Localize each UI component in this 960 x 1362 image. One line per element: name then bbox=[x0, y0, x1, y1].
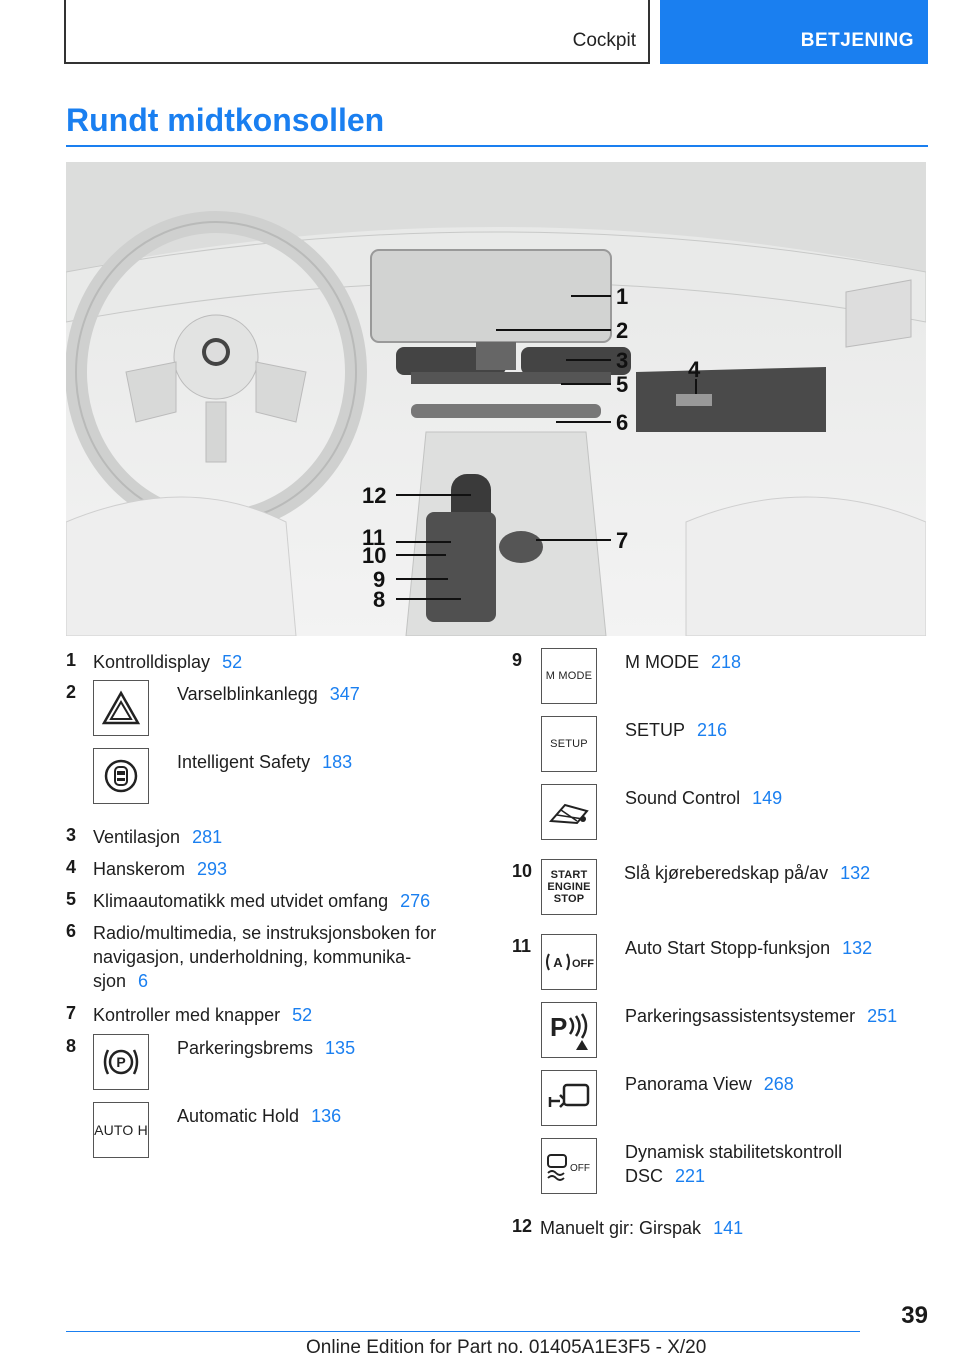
page-number: 39 bbox=[901, 1302, 928, 1329]
footer-divider bbox=[66, 1331, 860, 1332]
legend-item-radio-multimedia bbox=[93, 921, 436, 993]
item-label: Varselblinkanlegg bbox=[177, 684, 318, 704]
page-ref-link[interactable]: 347 bbox=[329, 684, 360, 704]
page-ref-link[interactable]: 6 bbox=[138, 971, 149, 991]
callout-10: 10 bbox=[362, 543, 387, 568]
item-label: Slå kjøreberedskap på/av bbox=[624, 863, 829, 883]
page-ref-link[interactable]: 268 bbox=[763, 1074, 794, 1094]
dsc-off-text: OFF bbox=[570, 1163, 590, 1174]
item-label: Kontroller med knapper bbox=[93, 1005, 281, 1025]
header-chapter-tab bbox=[660, 0, 928, 64]
parking-assistant-icon bbox=[541, 1002, 597, 1058]
page-ref-link[interactable]: 149 bbox=[752, 788, 783, 808]
page-ref-link[interactable]: 136 bbox=[311, 1106, 342, 1126]
dsc-off-icon bbox=[541, 1138, 597, 1194]
m-mode-icon-text: M MODE bbox=[545, 670, 593, 682]
item-label: SETUP bbox=[625, 720, 686, 740]
item-label: Sound Control bbox=[625, 788, 741, 808]
page-title: Rundt midtkonsollen bbox=[66, 102, 385, 138]
item-label: Parkeringsassistentsystemer bbox=[625, 1006, 856, 1026]
setup-icon bbox=[541, 716, 597, 772]
sound-control-icon bbox=[541, 784, 597, 840]
item-label-line-3: sjon bbox=[93, 971, 127, 991]
legend-item-kontrolldisplay bbox=[93, 650, 242, 674]
item-label: Parkeringsbrems bbox=[177, 1038, 314, 1058]
auto-start-stop-off-text: OFF bbox=[572, 958, 594, 970]
cockpit-illustration bbox=[66, 162, 926, 636]
hazard-warning-icon bbox=[93, 680, 149, 736]
item-label: Kontrolldisplay bbox=[93, 652, 211, 672]
legend-item-start-stop bbox=[624, 861, 870, 885]
item-label-line-2: navigasjon, underholdning, kommunika- bbox=[93, 947, 412, 967]
callout-8: 8 bbox=[373, 587, 386, 612]
item-number: 8 bbox=[66, 1036, 77, 1056]
page-ref-link[interactable]: 251 bbox=[867, 1006, 898, 1026]
page-ref-link[interactable]: 141 bbox=[713, 1218, 744, 1238]
legend-item-sound-control bbox=[625, 786, 782, 810]
callout-3: 3 bbox=[616, 348, 629, 373]
item-label: Panorama View bbox=[625, 1074, 752, 1094]
item-number: 7 bbox=[66, 1003, 77, 1023]
header-chapter-label: BETJENING bbox=[800, 30, 914, 51]
legend-item-panorama-view bbox=[625, 1072, 794, 1096]
page-ref-link[interactable]: 132 bbox=[842, 938, 873, 958]
setup-icon-text: SETUP bbox=[550, 738, 588, 750]
legend-item-varselblinkanlegg bbox=[177, 682, 360, 706]
item-number: 10 bbox=[512, 861, 533, 881]
page-ref-link[interactable]: 216 bbox=[697, 720, 728, 740]
legend-item-setup bbox=[625, 718, 727, 742]
item-label: Intelligent Safety bbox=[177, 752, 311, 772]
item-number: 5 bbox=[66, 889, 77, 909]
item-number: 12 bbox=[512, 1216, 533, 1236]
legend-item-hanskerom bbox=[93, 857, 227, 881]
footer-edition-text: Online Edition for Part no. 01405A1E3F5 - X/20 bbox=[306, 1337, 707, 1358]
page-ref-link[interactable]: 52 bbox=[222, 652, 243, 672]
m-mode-icon bbox=[541, 648, 597, 704]
header-section-label: Cockpit bbox=[572, 30, 636, 51]
page-ref-link[interactable]: 52 bbox=[292, 1005, 313, 1025]
item-label: Auto Start Stopp-funksjon bbox=[625, 938, 831, 958]
auto-hold-icon bbox=[93, 1102, 149, 1158]
page-ref-link[interactable]: 218 bbox=[711, 652, 742, 672]
auto-start-stop-off-icon bbox=[541, 934, 597, 990]
item-number: 2 bbox=[66, 682, 77, 702]
callout-7: 7 bbox=[616, 528, 629, 553]
page-ref-link[interactable]: 183 bbox=[322, 752, 353, 772]
parking-brake-icon bbox=[93, 1034, 149, 1090]
legend-item-kontroller bbox=[93, 1003, 312, 1027]
legend-item-parkeringsbrems bbox=[177, 1036, 355, 1060]
legend-item-parking-assistant bbox=[625, 1004, 897, 1028]
auto-hold-icon-text: AUTO H bbox=[94, 1122, 148, 1138]
item-label: Klimaautomatikk med utvidet omfang bbox=[93, 891, 389, 911]
cockpit-drawing bbox=[66, 162, 926, 636]
item-label: Automatic Hold bbox=[177, 1106, 300, 1126]
callout-11: 11 bbox=[362, 525, 386, 550]
title-divider bbox=[66, 145, 928, 147]
item-number: 4 bbox=[66, 857, 77, 877]
svg-text:A: A bbox=[553, 955, 563, 970]
start-stop-button-icon bbox=[541, 859, 597, 915]
intelligent-safety-icon bbox=[93, 748, 149, 804]
item-label: Hanskerom bbox=[93, 859, 186, 879]
legend-item-automatic-hold bbox=[177, 1104, 341, 1128]
item-number: 9 bbox=[512, 650, 523, 670]
svg-text:P: P bbox=[116, 1054, 126, 1070]
page-ref-link[interactable]: 221 bbox=[675, 1166, 706, 1186]
legend-item-m-mode bbox=[625, 650, 741, 674]
callout-6: 6 bbox=[616, 410, 629, 435]
start-stop-icon-text: START ENGINE STOP bbox=[547, 869, 591, 905]
callout-1: 1 bbox=[616, 284, 629, 309]
legend-item-intelligent-safety bbox=[177, 750, 352, 774]
legend-item-girspak bbox=[540, 1216, 743, 1240]
item-number: 1 bbox=[66, 650, 77, 670]
item-number: 6 bbox=[66, 921, 77, 941]
legend-item-ventilasjon bbox=[93, 825, 222, 849]
page-ref-link[interactable]: 293 bbox=[197, 859, 228, 879]
header-section-box bbox=[64, 0, 650, 64]
item-label-line-1: Dynamisk stabilitetskontroll bbox=[625, 1142, 843, 1162]
legend-item-dsc bbox=[625, 1140, 842, 1188]
item-number: 3 bbox=[66, 825, 77, 845]
legend-item-auto-start-stop bbox=[625, 936, 872, 960]
item-label: M MODE bbox=[625, 652, 699, 672]
page-ref-link[interactable]: 135 bbox=[325, 1038, 356, 1058]
item-label: Ventilasjon bbox=[93, 827, 181, 847]
callout-4: 4 bbox=[688, 357, 701, 382]
callout-2: 2 bbox=[616, 318, 629, 343]
item-label-line-2: DSC bbox=[625, 1166, 664, 1186]
callout-9: 9 bbox=[373, 567, 386, 592]
item-label: Manuelt gir: Girspak bbox=[540, 1218, 702, 1238]
panorama-view-icon bbox=[541, 1070, 597, 1126]
page-ref-link[interactable]: 132 bbox=[840, 863, 871, 883]
callout-5: 5 bbox=[616, 372, 629, 397]
page-ref-link[interactable]: 281 bbox=[192, 827, 223, 847]
legend-item-klimaautomatikk bbox=[93, 889, 430, 913]
item-label-line-1: Radio/multimedia, se instruksjonsboken for bbox=[93, 923, 437, 943]
svg-text:P: P bbox=[550, 1012, 568, 1042]
page-ref-link[interactable]: 276 bbox=[400, 891, 431, 911]
callout-12: 12 bbox=[362, 483, 387, 508]
item-number: 11 bbox=[512, 936, 532, 956]
